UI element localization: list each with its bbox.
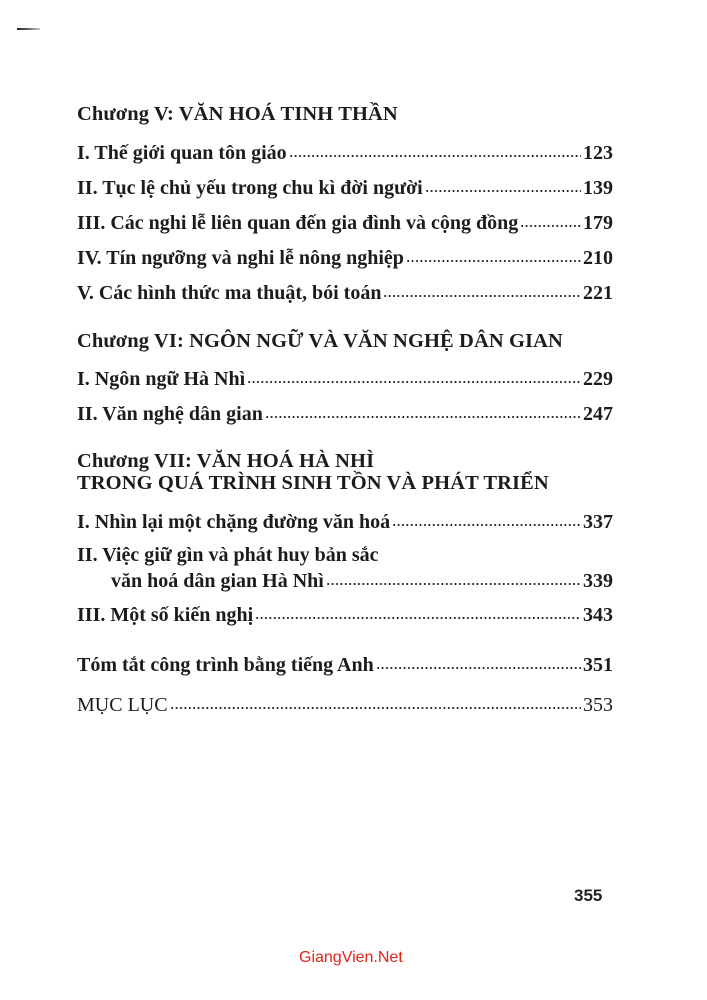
toc-entry[interactable]: III. Một số kiến nghị 343	[77, 604, 613, 626]
page-number: 355	[574, 886, 603, 905]
toc-entry-continuation: văn hoá dân gian Hà Nhì 339	[111, 570, 613, 592]
dot-leader	[392, 510, 581, 528]
dot-leader	[170, 693, 581, 711]
toc-entry[interactable]: I. Thế giới quan tôn giáo 123	[77, 142, 613, 164]
watermark-link[interactable]: GiangVien.Net	[299, 949, 403, 966]
toc-entry[interactable]: II. Tục lệ chủ yếu trong chu kì đời người 139	[77, 177, 613, 199]
dot-leader	[425, 176, 581, 194]
toc-entry[interactable]: IV. Tín ngưỡng và nghi lễ nông nghiệp 210	[77, 247, 613, 269]
dot-leader	[265, 402, 581, 420]
toc-entry[interactable]: III. Các nghi lễ liên quan đến gia đình và cộng đồng 179	[77, 212, 613, 234]
toc-entry-multiline[interactable]: II. Việc giữ gìn và phát huy bản sắc văn hoá dân gian Hà Nhì 339	[77, 544, 613, 592]
dot-leader	[289, 141, 581, 159]
toc-entry-english-summary[interactable]: Tóm tắt công trình bằng tiếng Anh 351	[77, 654, 613, 676]
toc-entry[interactable]: V. Các hình thức ma thuật, bói toán 221	[77, 282, 613, 304]
dot-leader	[383, 281, 581, 299]
chapter-heading: Chương V: VĂN HOÁ TINH THẦN	[77, 103, 398, 125]
dot-leader	[376, 653, 581, 671]
scan-corner-mark	[17, 28, 40, 30]
toc-entry[interactable]: I. Nhìn lại một chặng đường văn hoá 337	[77, 511, 613, 533]
dot-leader	[406, 246, 581, 264]
dot-leader	[255, 603, 581, 621]
dot-leader	[520, 211, 581, 229]
dot-leader	[326, 569, 581, 587]
toc-entry-contents[interactable]: MỤC LỤC 353	[77, 694, 613, 716]
toc-entry[interactable]: I. Ngôn ngữ Hà Nhì 229	[77, 368, 613, 390]
chapter-heading: Chương VI: NGÔN NGỮ VÀ VĂN NGHỆ DÂN GIAN	[77, 330, 563, 352]
toc-entry[interactable]: II. Văn nghệ dân gian 247	[77, 403, 613, 425]
chapter-heading: Chương VII: VĂN HOÁ HÀ NHÌ TRONG QUÁ TRÌNH SINH TỒN VÀ PHÁT TRIỂN	[77, 450, 549, 494]
dot-leader	[247, 367, 581, 385]
